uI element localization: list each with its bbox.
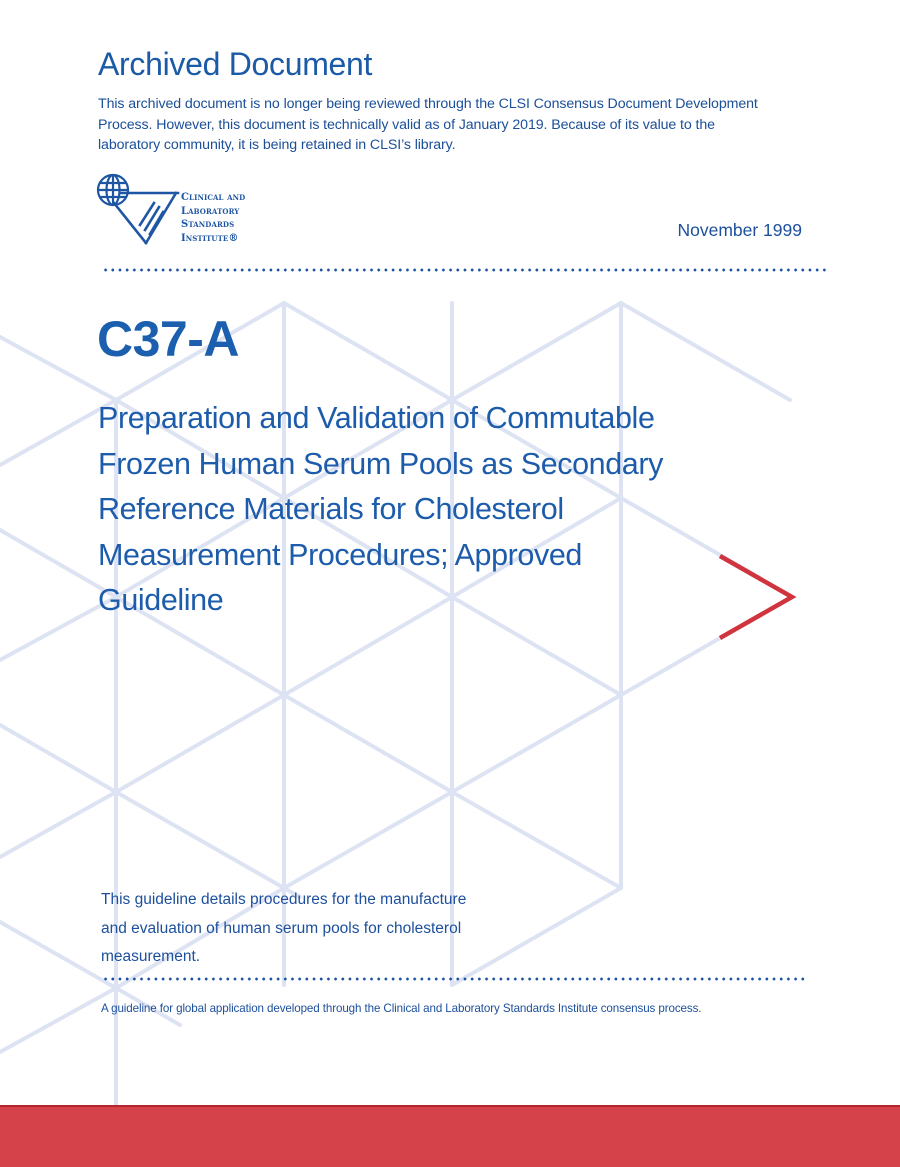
description-line: and evaluation of human serum pools for cholesterol — [101, 919, 462, 937]
bottom-dotted-divider — [102, 977, 808, 981]
publisher-name-line: Laboratory — [181, 205, 240, 217]
document-title-line: Reference Materials for Cholesterol — [98, 492, 564, 526]
clsi-logo-icon — [96, 170, 186, 250]
archived-notice-line: This archived document is no longer being reviewed through the CLSI Consensus Document Development — [98, 96, 758, 112]
top-dotted-divider — [102, 268, 826, 272]
document-title-line: Guideline — [98, 583, 224, 617]
document-code: C37-A — [97, 311, 239, 367]
publisher-name — [181, 191, 245, 245]
document-title-line: Frozen Human Serum Pools as Secondary — [98, 446, 663, 481]
consensus-footnote: A guideline for global application developed through the Clinical and Laboratory Standards Institute consensus process. — [101, 1002, 702, 1015]
document-title — [98, 396, 798, 624]
document-title-line: Preparation and Validation of Commutable — [98, 401, 655, 435]
archived-document-heading: Archived Document — [98, 46, 373, 82]
publisher-name-line: Clinical and — [181, 192, 246, 203]
document-description — [101, 886, 466, 972]
archived-notice-line: laboratory community, it is being retained in CLSI’s library. — [98, 137, 456, 153]
publisher-name-line: Standards — [181, 219, 235, 230]
footer-accent-bar — [0, 1105, 900, 1167]
document-title-line: Measurement Procedures; Approved — [98, 537, 582, 572]
archived-notice-line: Process. However, this document is technically valid as of January 2019. Because of its value to the — [98, 116, 715, 133]
description-line: measurement. — [101, 948, 201, 965]
chevron-right-icon — [712, 548, 802, 648]
publisher-name-line: Institute® — [181, 232, 239, 244]
description-line: This guideline details procedures for the manufacture — [101, 891, 467, 908]
archived-notice-text — [98, 94, 838, 156]
publication-date: November 1999 — [677, 220, 802, 240]
